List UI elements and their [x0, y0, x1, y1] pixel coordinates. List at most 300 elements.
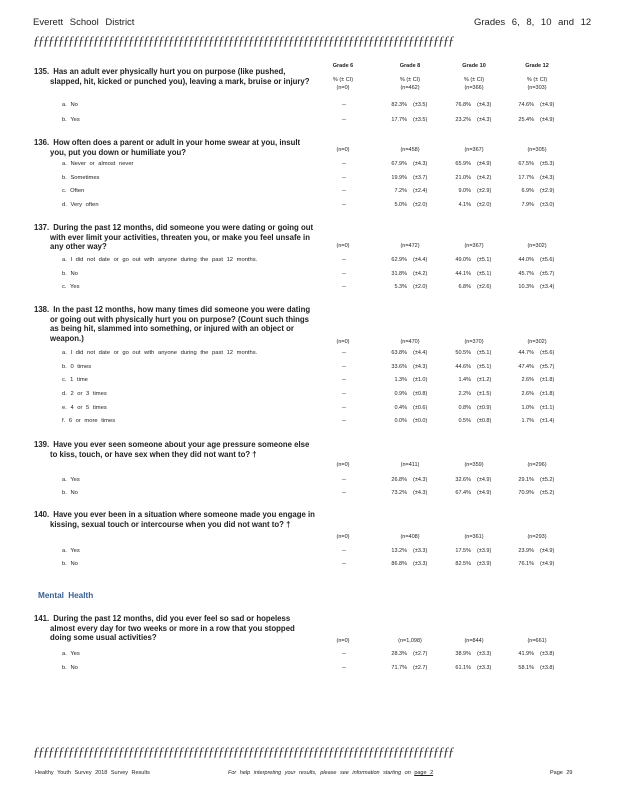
confidence-interval: (±2.0)	[477, 202, 492, 208]
column-stat: % (± CI)	[399, 76, 421, 83]
grade-6-value: --	[342, 102, 346, 108]
confidence-interval: (±1.2)	[477, 377, 492, 383]
percent-value: 82.3%	[391, 102, 407, 108]
confidence-interval: (±1.8)	[540, 391, 555, 397]
confidence-interval: (±5.3)	[540, 161, 555, 167]
cell-g10	[449, 271, 499, 277]
percent-value: 26.8%	[391, 477, 407, 483]
option-label: c. Often	[62, 188, 85, 194]
percent-value: 86.8%	[391, 561, 407, 567]
cell-g12	[512, 418, 562, 424]
cell-g12	[512, 665, 562, 671]
n-count: (n=367)	[464, 147, 484, 153]
percent-value: 67.4%	[455, 490, 471, 496]
cell-g12	[512, 490, 562, 496]
confidence-interval: (±2.4)	[413, 188, 428, 194]
percent-value: 33.6%	[391, 364, 407, 370]
question-text: Has an adult ever physically hurt you on purpose (like pushed, slapped, hit, kicked or punched you), leaving a mark, bruise or injury?	[50, 67, 310, 86]
n-count: (n=0)	[336, 638, 350, 644]
question-number: 136.	[34, 138, 50, 147]
percent-value: 0.0%	[394, 418, 407, 424]
option-label: a. Never or almost never	[62, 161, 134, 167]
question-text: During the past 12 months, did you ever feel so sad or hopeless almost every day for two weeks or more in a row that you stopped doing some usual activities?	[50, 614, 295, 643]
percent-value: 50.5%	[455, 350, 471, 356]
confidence-interval: (±3.5)	[413, 102, 428, 108]
confidence-interval: (±4.3)	[413, 364, 428, 370]
cell-g10	[449, 175, 499, 181]
footer-page-link[interactable]: page 2	[414, 770, 434, 776]
confidence-interval: (±1.1)	[540, 405, 555, 411]
n-count: (n=0)	[336, 339, 350, 345]
column-n: (n=462)	[400, 85, 420, 91]
n-count: (n=472)	[400, 243, 420, 249]
question	[34, 614, 316, 643]
percent-value: 1.7%	[521, 418, 534, 424]
column-stat: % (± CI)	[526, 76, 548, 83]
grade-6-value: --	[342, 284, 346, 290]
confidence-interval: (±1.0)	[413, 377, 428, 383]
option-label: b. No	[62, 490, 78, 496]
confidence-interval: (±5.2)	[540, 477, 555, 483]
option-label: b. Yes	[62, 117, 80, 123]
n-count: (n=0)	[336, 462, 350, 468]
option-label: a. Yes	[62, 548, 80, 554]
option-label: c. Yes	[62, 284, 80, 290]
cell-g12	[512, 284, 562, 290]
cell-g10	[449, 651, 499, 657]
cell-g10	[449, 548, 499, 554]
percent-value: 0.9%	[394, 391, 407, 397]
confidence-interval: (±4.9)	[540, 117, 555, 123]
grade-6-value: --	[342, 202, 346, 208]
option-label: d. Very often	[62, 202, 99, 208]
percent-value: 17.7%	[391, 117, 407, 123]
percent-value: 44.7%	[518, 350, 534, 356]
grade-6-value: --	[342, 161, 346, 167]
percent-value: 76.1%	[518, 561, 534, 567]
percent-value: 76.8%	[455, 102, 471, 108]
percent-value: 4.1%	[458, 202, 471, 208]
confidence-interval: (±4.9)	[477, 161, 492, 167]
confidence-interval: (±3.3)	[413, 548, 428, 554]
option-label: e. 4 or 5 times	[62, 405, 107, 411]
cell-g12	[512, 188, 562, 194]
cell-g12	[512, 548, 562, 554]
confidence-interval: (±4.3)	[413, 161, 428, 167]
n-count: (n=458)	[400, 147, 420, 153]
n-count: (n=0)	[336, 147, 350, 153]
n-count: (n=0)	[336, 243, 350, 249]
question-number: 135.	[34, 67, 50, 76]
n-count: (n=370)	[464, 339, 484, 345]
confidence-interval: (±3.5)	[413, 117, 428, 123]
cell-g10	[449, 490, 499, 496]
n-count: (n=1,098)	[398, 638, 422, 644]
n-count: (n=408)	[400, 534, 420, 540]
grade-6-value: --	[342, 477, 346, 483]
confidence-interval: (±2.0)	[413, 284, 428, 290]
cell-g12	[512, 350, 562, 356]
grade-6-value: --	[342, 350, 346, 356]
percent-value: 82.5%	[455, 561, 471, 567]
cell-g8	[385, 391, 435, 397]
n-count: (n=844)	[464, 638, 484, 644]
grade-6-value: --	[342, 271, 346, 277]
n-count: (n=302)	[527, 243, 547, 249]
footer-left: Healthy Youth Survey 2018 Survey Results	[35, 770, 150, 776]
column-header-grade-10	[444, 62, 504, 93]
grade-6-value: --	[342, 364, 346, 370]
percent-value: 5.0%	[394, 202, 407, 208]
n-count: (n=302)	[527, 339, 547, 345]
grade-6-value: --	[342, 405, 346, 411]
percent-value: 74.6%	[518, 102, 534, 108]
district-name: Everett School District	[33, 17, 135, 28]
column-grade: Grade 12	[525, 63, 549, 69]
n-count: (n=359)	[464, 462, 484, 468]
percent-value: 19.9%	[391, 175, 407, 181]
cell-g10	[449, 561, 499, 567]
percent-value: 6.9%	[521, 188, 534, 194]
cell-g10	[449, 418, 499, 424]
percent-value: 67.9%	[391, 161, 407, 167]
percent-value: 17.7%	[518, 175, 534, 181]
question	[34, 305, 316, 343]
percent-value: 0.4%	[394, 405, 407, 411]
column-grade: Grade 8	[399, 63, 421, 69]
percent-value: 45.7%	[518, 271, 534, 277]
grade-6-value: --	[342, 377, 346, 383]
percent-value: 70.9%	[518, 490, 534, 496]
n-count: (n=296)	[527, 462, 547, 468]
n-count: (n=361)	[464, 534, 484, 540]
percent-value: 0.5%	[458, 418, 471, 424]
footer-page-number: Page 29	[550, 770, 573, 776]
section-title: Mental Health	[38, 591, 94, 600]
percent-value: 23.9%	[518, 548, 534, 554]
n-count: (n=0)	[336, 534, 350, 540]
percent-value: 5.3%	[394, 284, 407, 290]
confidence-interval: (±4.3)	[413, 477, 428, 483]
cell-g8	[385, 418, 435, 424]
cell-g8	[385, 271, 435, 277]
confidence-interval: (±0.8)	[413, 391, 428, 397]
confidence-interval: (±3.3)	[413, 561, 428, 567]
confidence-interval: (±4.9)	[540, 102, 555, 108]
cell-g12	[512, 161, 562, 167]
confidence-interval: (±5.6)	[540, 350, 555, 356]
cell-g12	[512, 364, 562, 370]
percent-value: 28.3%	[391, 651, 407, 657]
cell-g8	[385, 651, 435, 657]
percent-value: 2.6%	[521, 391, 534, 397]
question-number: 141.	[34, 614, 50, 623]
confidence-interval: (±5.1)	[477, 350, 492, 356]
cell-g8	[385, 102, 435, 108]
cell-g8	[385, 202, 435, 208]
percent-value: 29.1%	[518, 477, 534, 483]
option-label: b. 0 times	[62, 364, 92, 370]
cell-g12	[512, 377, 562, 383]
cell-g10	[449, 284, 499, 290]
confidence-interval: (±2.0)	[413, 202, 428, 208]
cell-g8	[385, 561, 435, 567]
percent-value: 65.9%	[455, 161, 471, 167]
confidence-interval: (±5.6)	[540, 257, 555, 263]
grade-6-value: --	[342, 490, 346, 496]
confidence-interval: (±5.1)	[477, 364, 492, 370]
cell-g8	[385, 161, 435, 167]
n-count: (n=305)	[527, 147, 547, 153]
question	[34, 223, 316, 252]
question-number: 137.	[34, 223, 50, 232]
confidence-interval: (±4.9)	[477, 477, 492, 483]
percent-value: 0.8%	[458, 405, 471, 411]
confidence-interval: (±4.9)	[540, 561, 555, 567]
confidence-interval: (±1.8)	[540, 377, 555, 383]
column-header-grade-8	[380, 62, 440, 93]
option-label: a. Yes	[62, 477, 80, 483]
option-label: d. 2 or 3 times	[62, 391, 107, 397]
top-rule: ƒƒƒƒƒƒƒƒƒƒƒƒƒƒƒƒƒƒƒƒƒƒƒƒƒƒƒƒƒƒƒƒƒƒƒƒƒƒƒƒƒƒƒƒƒƒƒƒƒƒƒƒƒƒƒƒƒƒƒƒƒƒƒƒƒƒƒƒƒƒƒƒƒƒƒƒƒƒƒƒƒƒƒƒ	[33, 33, 453, 47]
cell-g8	[385, 284, 435, 290]
column-header-grade-12	[507, 62, 567, 93]
cell-g10	[449, 665, 499, 671]
cell-g8	[385, 490, 435, 496]
cell-g12	[512, 117, 562, 123]
option-label: c. 1 time	[62, 377, 88, 383]
n-count: (n=411)	[400, 462, 420, 468]
percent-value: 41.9%	[518, 651, 534, 657]
grade-6-value: --	[342, 257, 346, 263]
option-label: b. No	[62, 561, 78, 567]
confidence-interval: (±0.0)	[413, 418, 428, 424]
footer-middle	[228, 770, 433, 776]
confidence-interval: (±3.8)	[540, 651, 555, 657]
confidence-interval: (±3.3)	[477, 665, 492, 671]
question	[34, 510, 316, 529]
column-n: (n=0)	[336, 85, 350, 91]
cell-g12	[512, 405, 562, 411]
confidence-interval: (±4.2)	[413, 271, 428, 277]
grade-6-value: --	[342, 418, 346, 424]
confidence-interval: (±0.8)	[477, 418, 492, 424]
confidence-interval: (±4.3)	[540, 175, 555, 181]
percent-value: 58.1%	[518, 665, 534, 671]
n-count: (n=367)	[464, 243, 484, 249]
confidence-interval: (±0.9)	[477, 405, 492, 411]
confidence-interval: (±2.6)	[477, 284, 492, 290]
option-label: a. No	[62, 102, 78, 108]
confidence-interval: (±2.9)	[540, 188, 555, 194]
percent-value: 44.0%	[518, 257, 534, 263]
cell-g10	[449, 117, 499, 123]
n-count: (n=293)	[527, 534, 547, 540]
confidence-interval: (±3.8)	[540, 665, 555, 671]
cell-g10	[449, 377, 499, 383]
cell-g12	[512, 202, 562, 208]
grade-6-value: --	[342, 391, 346, 397]
bottom-rule: ƒƒƒƒƒƒƒƒƒƒƒƒƒƒƒƒƒƒƒƒƒƒƒƒƒƒƒƒƒƒƒƒƒƒƒƒƒƒƒƒƒƒƒƒƒƒƒƒƒƒƒƒƒƒƒƒƒƒƒƒƒƒƒƒƒƒƒƒƒƒƒƒƒƒƒƒƒƒƒƒƒƒƒƒ	[33, 744, 453, 758]
cell-g12	[512, 651, 562, 657]
confidence-interval: (±3.3)	[477, 651, 492, 657]
percent-value: 49.0%	[455, 257, 471, 263]
confidence-interval: (±3.9)	[477, 561, 492, 567]
question-number: 140.	[34, 510, 50, 519]
cell-g12	[512, 477, 562, 483]
grade-6-value: --	[342, 548, 346, 554]
n-count: (n=470)	[400, 339, 420, 345]
percent-value: 31.8%	[391, 271, 407, 277]
option-label: b. No	[62, 271, 78, 277]
cell-g8	[385, 548, 435, 554]
cell-g10	[449, 257, 499, 263]
cell-g10	[449, 161, 499, 167]
question	[34, 440, 316, 459]
percent-value: 47.4%	[518, 364, 534, 370]
confidence-interval: (±1.4)	[540, 418, 555, 424]
percent-value: 1.0%	[521, 405, 534, 411]
percent-value: 73.2%	[391, 490, 407, 496]
confidence-interval: (±3.9)	[477, 548, 492, 554]
confidence-interval: (±4.9)	[477, 490, 492, 496]
percent-value: 7.9%	[521, 202, 534, 208]
confidence-interval: (±2.7)	[413, 651, 428, 657]
option-label: b. No	[62, 665, 78, 671]
question-number: 138.	[34, 305, 50, 314]
grade-6-value: --	[342, 175, 346, 181]
percent-value: 44.6%	[455, 364, 471, 370]
n-count: (n=661)	[527, 638, 547, 644]
option-label: a. I did not date or go out with anyone during the past 12 months.	[62, 350, 258, 356]
cell-g12	[512, 271, 562, 277]
percent-value: 1.4%	[458, 377, 471, 383]
footer-help-text: For help interpreting your results, please see information starting on	[228, 770, 411, 776]
confidence-interval: (±5.7)	[540, 271, 555, 277]
cell-g8	[385, 117, 435, 123]
column-header-grade-6	[313, 62, 373, 93]
cell-g10	[449, 350, 499, 356]
cell-g12	[512, 175, 562, 181]
confidence-interval: (±3.0)	[540, 202, 555, 208]
cell-g12	[512, 257, 562, 263]
column-n: (n=303)	[527, 85, 547, 91]
cell-g10	[449, 391, 499, 397]
confidence-interval: (±5.7)	[540, 364, 555, 370]
percent-value: 71.7%	[391, 665, 407, 671]
confidence-interval: (±4.2)	[477, 175, 492, 181]
cell-g8	[385, 257, 435, 263]
confidence-interval: (±0.6)	[413, 405, 428, 411]
confidence-interval: (±1.5)	[477, 391, 492, 397]
percent-value: 23.2%	[455, 117, 471, 123]
question-text: In the past 12 months, how many times did someone you were dating or going out with physically hurt you on purpose? (Count such things as being hit, slammed into something, or injured with an object or weapon.)	[50, 305, 311, 343]
option-label: f. 6 or more times	[62, 418, 116, 424]
cell-g8	[385, 188, 435, 194]
cell-g8	[385, 405, 435, 411]
cell-g10	[449, 202, 499, 208]
question-text: How often does a parent or adult in your home swear at you, insult you, put you down or humiliate you?	[50, 138, 301, 157]
question-number: 139.	[34, 440, 50, 449]
confidence-interval: (±4.3)	[477, 117, 492, 123]
cell-g10	[449, 102, 499, 108]
cell-g10	[449, 364, 499, 370]
percent-value: 17.5%	[455, 548, 471, 554]
percent-value: 21.0%	[455, 175, 471, 181]
grade-6-value: --	[342, 561, 346, 567]
cell-g10	[449, 477, 499, 483]
cell-g12	[512, 391, 562, 397]
grade-6-value: --	[342, 117, 346, 123]
percent-value: 25.4%	[518, 117, 534, 123]
column-grade: Grade 6	[332, 63, 354, 69]
cell-g10	[449, 188, 499, 194]
percent-value: 10.3%	[518, 284, 534, 290]
percent-value: 63.8%	[391, 350, 407, 356]
cell-g8	[385, 665, 435, 671]
confidence-interval: (±5.2)	[540, 490, 555, 496]
cell-g12	[512, 561, 562, 567]
column-grade: Grade 10	[462, 63, 486, 69]
question	[34, 67, 316, 86]
percent-value: 32.6%	[455, 477, 471, 483]
grade-6-value: --	[342, 188, 346, 194]
cell-g8	[385, 477, 435, 483]
percent-value: 13.2%	[391, 548, 407, 554]
confidence-interval: (±2.7)	[413, 665, 428, 671]
confidence-interval: (±4.9)	[540, 548, 555, 554]
percent-value: 9.0%	[458, 188, 471, 194]
cell-g12	[512, 102, 562, 108]
question-text: Have you ever seen someone about your age pressure someone else to kiss, touch, or have sex when they did not want to? †	[50, 440, 310, 459]
confidence-interval: (±4.4)	[413, 257, 428, 263]
cell-g8	[385, 364, 435, 370]
cell-g8	[385, 175, 435, 181]
confidence-interval: (±5.1)	[477, 271, 492, 277]
cell-g8	[385, 377, 435, 383]
option-label: a. Yes	[62, 651, 80, 657]
question	[34, 138, 316, 157]
confidence-interval: (±4.3)	[413, 490, 428, 496]
percent-value: 1.3%	[394, 377, 407, 383]
cell-g10	[449, 405, 499, 411]
column-stat: % (± CI)	[332, 76, 354, 83]
percent-value: 67.5%	[518, 161, 534, 167]
percent-value: 62.9%	[391, 257, 407, 263]
confidence-interval: (±4.3)	[477, 102, 492, 108]
question-text: Have you ever been in a situation where someone made you engage in kissing, sexual touch or intercourse when you did not want to? †	[50, 510, 315, 529]
cell-g8	[385, 350, 435, 356]
percent-value: 6.8%	[458, 284, 471, 290]
column-stat: % (± CI)	[463, 76, 485, 83]
percent-value: 38.9%	[455, 651, 471, 657]
option-label: a. I did not date or go out with anyone during the past 12 months.	[62, 257, 258, 263]
percent-value: 2.2%	[458, 391, 471, 397]
percent-value: 61.1%	[455, 665, 471, 671]
column-n: (n=366)	[464, 85, 484, 91]
confidence-interval: (±3.7)	[413, 175, 428, 181]
confidence-interval: (±2.9)	[477, 188, 492, 194]
confidence-interval: (±5.1)	[477, 257, 492, 263]
grade-6-value: --	[342, 651, 346, 657]
grade-6-value: --	[342, 665, 346, 671]
percent-value: 7.2%	[394, 188, 407, 194]
percent-value: 44.1%	[455, 271, 471, 277]
confidence-interval: (±3.4)	[540, 284, 555, 290]
grades-label: Grades 6, 8, 10 and 12	[474, 17, 592, 28]
confidence-interval: (±4.4)	[413, 350, 428, 356]
option-label: b. Sometimes	[62, 175, 100, 181]
